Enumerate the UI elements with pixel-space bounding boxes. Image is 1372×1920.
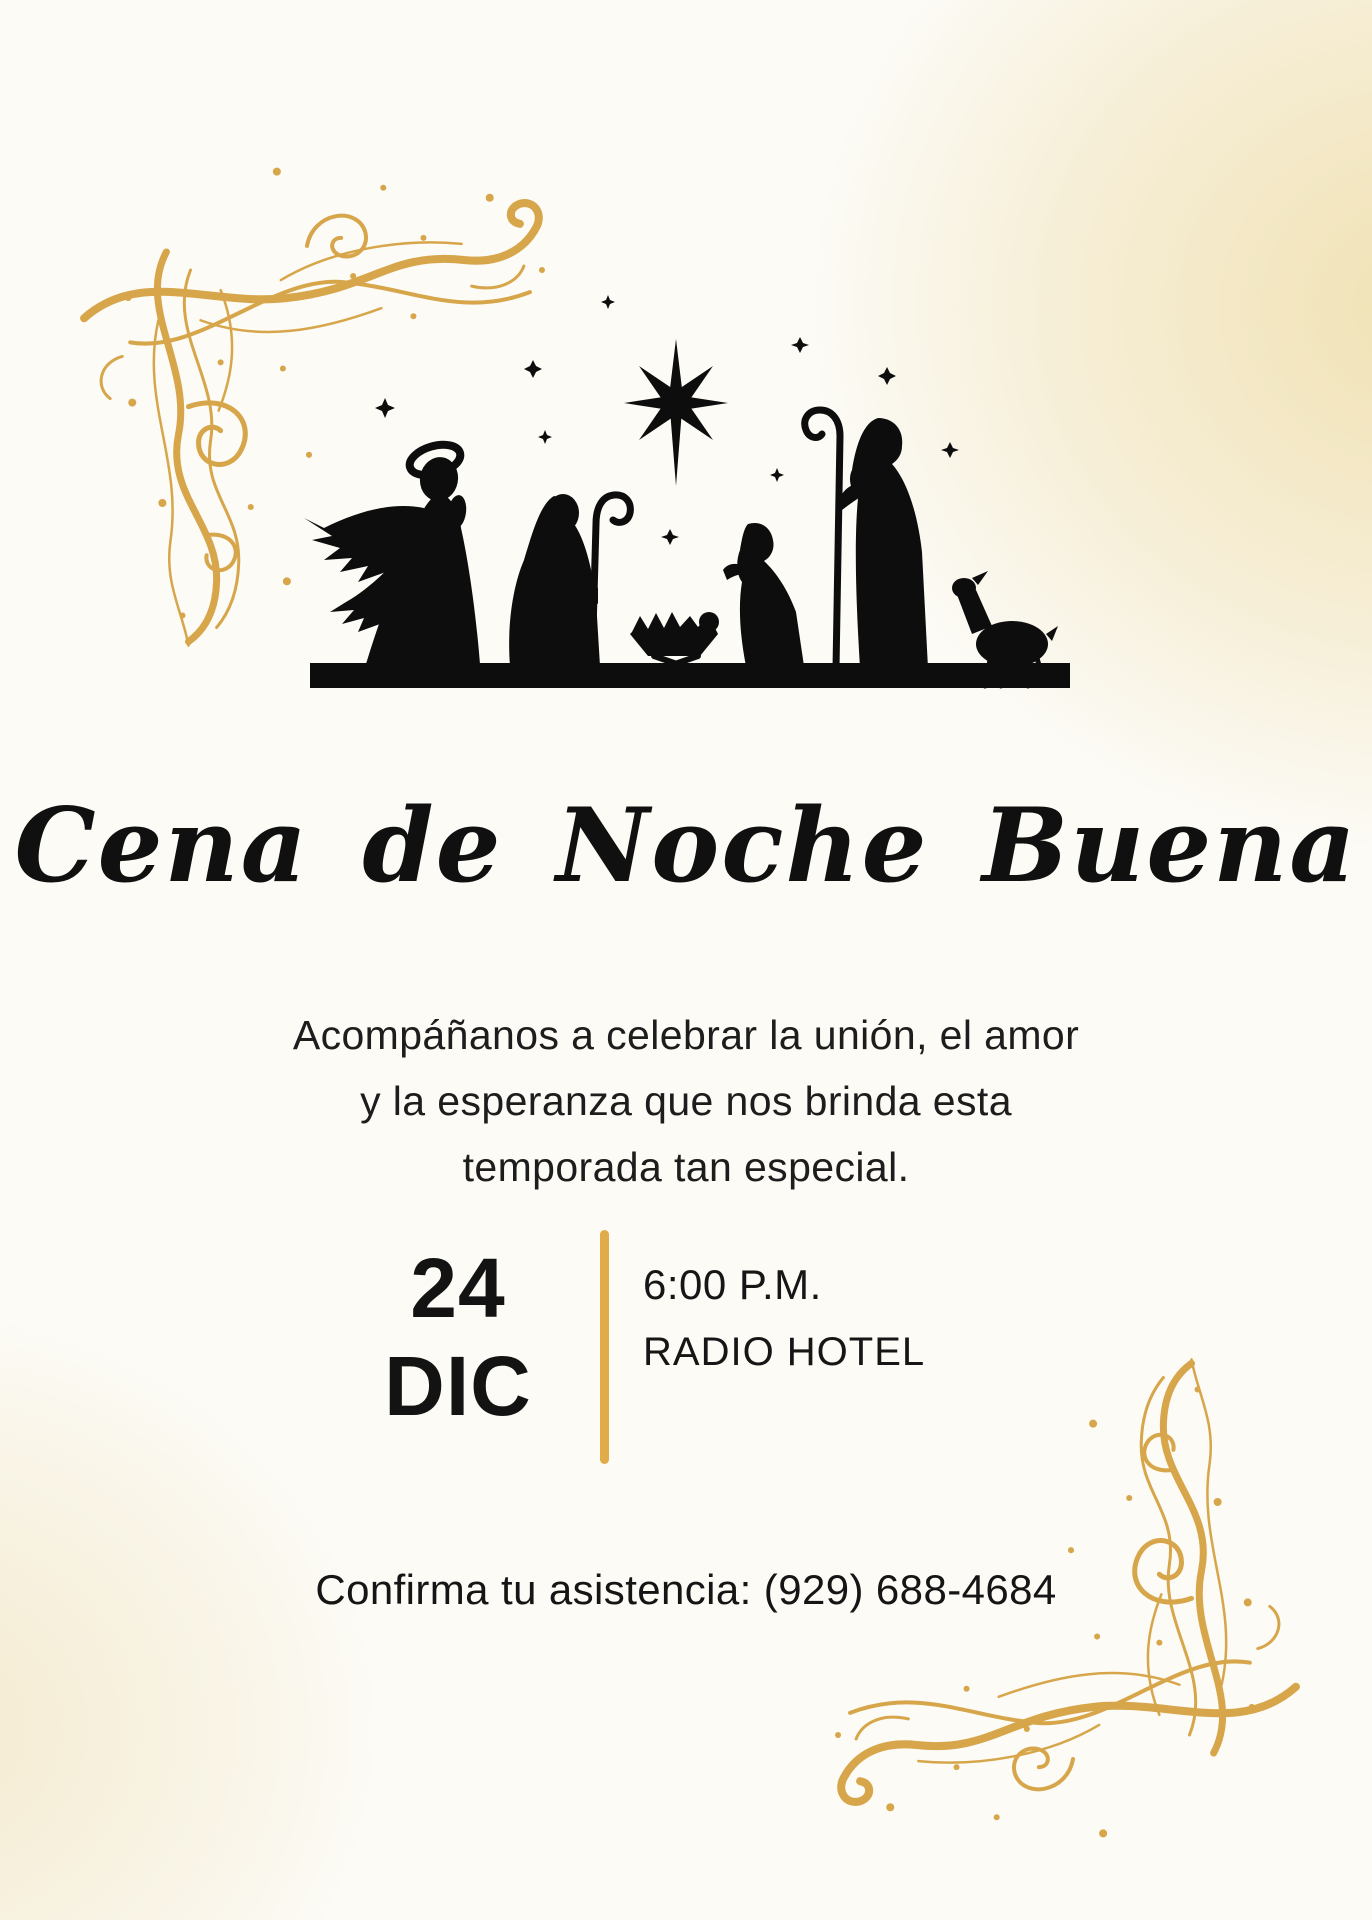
invitation-message [0, 1002, 1372, 1200]
nativity-silhouette [302, 272, 1072, 692]
message-line: y la esperanza que nos brinda esta [360, 1078, 1012, 1124]
joseph-silhouette [509, 494, 630, 666]
rsvp-line: Confirma tu asistencia: (929) 688-4684 [315, 1566, 1057, 1613]
event-venue: RADIO HOTEL [643, 1330, 926, 1374]
event-date [368, 1241, 548, 1433]
message-line: temporada tan especial. [462, 1144, 910, 1190]
event-date-day: 24 [410, 1241, 506, 1335]
flourish-dots [835, 1387, 1255, 1838]
event-date-month: DIC [384, 1339, 532, 1433]
ground-bar [310, 663, 1070, 688]
page-title: Cena de Noche Buena [14, 786, 1358, 906]
gold-divider [600, 1230, 609, 1464]
event-time: 6:00 P.M. [643, 1261, 822, 1308]
shepherd-silhouette [805, 410, 928, 668]
star-of-bethlehem-icon [624, 339, 728, 486]
message-line: Acompáñanos a celebrar la unión, el amor [292, 1012, 1080, 1058]
angel-silhouette [304, 439, 480, 664]
mary-silhouette [723, 523, 804, 666]
corner-flourish-icon [828, 1352, 1310, 1897]
